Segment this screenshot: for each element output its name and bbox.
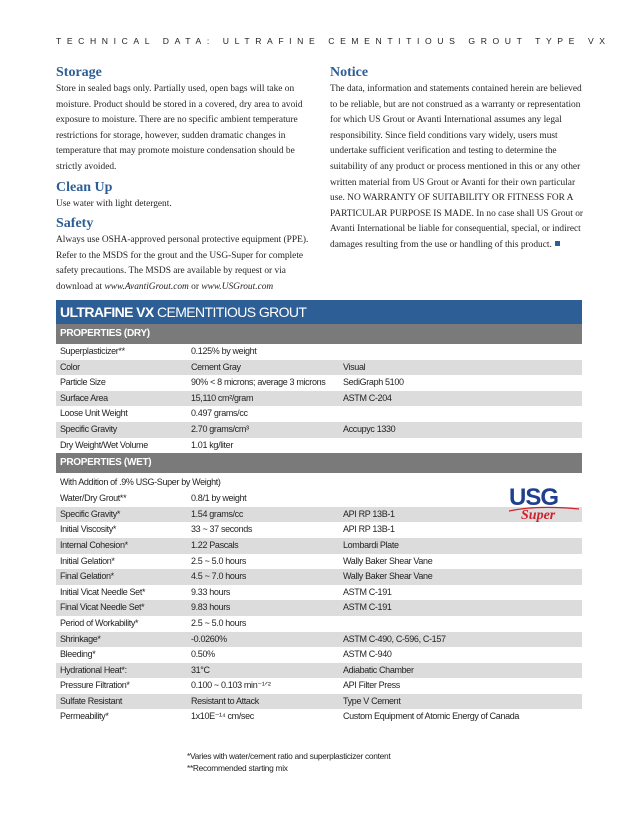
property-name: Surface Area: [60, 392, 108, 403]
property-value: 0.100 ~ 0.103 min⁻¹ᐟ²: [191, 680, 271, 691]
property-name: Internal Cohesion*: [60, 539, 128, 550]
notice-heading: Notice: [330, 65, 369, 80]
test-method: Accupyc 1330: [343, 423, 396, 434]
table-row: [56, 585, 582, 601]
property-value: 33 ~ 37 seconds: [191, 524, 253, 535]
avanti-link[interactable]: www.AvantiGrout.com: [104, 281, 189, 292]
page-header: TECHNICAL DATA: ULTRAFINE CEMENTITIOUS GROUT TYPE VX: [56, 36, 611, 46]
storage-heading: Storage: [56, 65, 102, 80]
table-title-bold: ULTRAFINE VX: [60, 304, 154, 320]
property-value: 90% < 8 microns; average 3 microns: [191, 377, 326, 388]
table-row: [56, 538, 582, 554]
test-method: API RP 13B-1: [343, 524, 395, 535]
table-row: [56, 616, 582, 632]
test-method: [343, 616, 582, 632]
table-row: [56, 344, 582, 360]
wet-properties-rows: [56, 491, 582, 725]
table-row: [56, 391, 582, 407]
test-method: [343, 406, 582, 422]
property-value: 1x10E⁻¹⁴ cm/sec: [191, 711, 254, 722]
table-row: [56, 406, 582, 422]
wet-note-row: [56, 473, 582, 491]
test-method: Custom Equipment of Atomic Energy of Canada: [343, 711, 520, 722]
property-name: Initial Vicat Needle Set*: [60, 586, 146, 597]
property-value: 2.70 grams/cm³: [191, 423, 249, 434]
property-value: 2.5 ~ 5.0 hours: [191, 555, 247, 566]
safety-heading: Safety: [56, 216, 94, 232]
test-method: ASTM C-191: [343, 586, 392, 597]
test-method: ASTM C-940: [343, 649, 392, 660]
property-value: 2.5 ~ 5.0 hours: [191, 617, 247, 628]
property-value: 0.125% by weight: [191, 346, 257, 356]
property-value: 0.50%: [191, 649, 215, 660]
table-row: [56, 438, 582, 454]
table-row: [56, 507, 582, 523]
table-row: [56, 569, 582, 585]
test-method: Adiabatic Chamber: [343, 664, 414, 675]
safety-text: [56, 233, 314, 295]
table-row: [56, 600, 582, 616]
property-value: 1.22 Pascals: [191, 539, 239, 550]
property-name: Period of Workability*: [60, 617, 139, 628]
footnotes: [187, 750, 390, 775]
property-name: Particle Size: [60, 377, 106, 388]
table-row: [56, 663, 582, 679]
table-row: [56, 375, 582, 391]
property-name: Sulfate Resistant: [60, 695, 123, 706]
dry-properties-heading: PROPERTIES (DRY): [56, 324, 582, 344]
property-name: Dry Weight/Wet Volume: [60, 439, 148, 450]
table-row: [56, 360, 582, 376]
property-name: Color: [60, 361, 80, 372]
test-method: [343, 438, 582, 454]
property-name: Final Gelation*: [60, 571, 114, 582]
usgrout-link[interactable]: www.USGrout.com: [201, 281, 274, 292]
test-method: Visual: [343, 361, 366, 372]
property-name: Water/Dry Grout**: [60, 493, 127, 504]
logo-text-bottom: Super: [521, 508, 556, 523]
property-value: 15,110 cm²/gram: [191, 392, 254, 403]
table-row: [56, 694, 582, 710]
property-name: Bleeding*: [60, 649, 96, 660]
test-method: Wally Baker Shear Vane: [343, 571, 433, 582]
usg-super-logo-icon: [507, 483, 582, 525]
test-method: SediGraph 5100: [343, 377, 404, 388]
test-method: Wally Baker Shear Vane: [343, 555, 433, 566]
property-value: -0.0260%: [191, 633, 227, 644]
property-value: Resistant to Attack: [191, 695, 259, 706]
test-method: API RP 13B-1: [343, 508, 395, 519]
notice-text: [330, 82, 586, 254]
table-row: [56, 554, 582, 570]
test-method: ASTM C-204: [343, 392, 392, 403]
table-title: [56, 300, 582, 324]
property-value: 0.8/1 by weight: [191, 493, 247, 504]
test-method: ASTM C-490, C-596, C-157: [343, 633, 446, 644]
test-method: Type V Cement: [343, 695, 401, 706]
property-name: Specific Gravity: [60, 423, 117, 434]
property-name: Shrinkage*: [60, 633, 101, 644]
table-title-rest: CEMENTITIOUS GROUT: [153, 304, 307, 320]
property-value: 1.01 kg/liter: [191, 439, 233, 450]
property-name: Hydrational Heat*:: [60, 664, 127, 675]
test-method: API Filter Press: [343, 680, 400, 691]
property-name: Initial Viscosity*: [60, 524, 117, 535]
table-row: [56, 632, 582, 648]
property-name: Specific Gravity*: [60, 508, 121, 519]
table-row: [56, 491, 582, 507]
safety-or: or: [188, 281, 202, 292]
footnote-1: *Varies with water/cement ratio and superplasticizer content: [187, 751, 391, 761]
test-method: Lombardi Plate: [343, 539, 399, 550]
property-name: Permeability*: [60, 711, 109, 722]
footnote-2: **Recommended starting mix: [187, 763, 288, 774]
properties-table: [56, 300, 582, 725]
table-row: [56, 647, 582, 663]
property-name: Loose Unit Weight: [60, 408, 128, 419]
end-square-icon: [555, 241, 560, 246]
test-method: ASTM C-191: [343, 602, 392, 613]
property-name: Final Vicat Needle Set*: [60, 602, 145, 613]
cleanup-text: Use water with light detergent.: [56, 198, 172, 209]
right-column: [330, 62, 586, 257]
property-name: Superplasticizer**: [60, 346, 125, 356]
table-row: [56, 422, 582, 438]
storage-text: Store in sealed bags only. Partially used, open bags will take on moisture. Product should be stored in a covered, dry area to avoid exposure to moisture. There are no specific ambient temperature restrictions for storage, however, sudden dramatic changes in temperature that may promote moisture condensation should be strictly avoided.: [56, 84, 303, 172]
logo-text-top: USG: [509, 484, 559, 511]
notice-body: The data, information and statements contained herein are believed to be reliable, but are not construed as a warranty or representation for which US Grout or Avanti International assumes any legal responsibility. Since field conditions vary widely, users must undertake sufficient verification and testing to determine the suitability of any product or process mentioned in this or any other written material from US Grout or Avanti for their own particular use. NO WARRANTY OF SUITABILITY OR FITNESS FOR A PARTICULAR PURPOSE IS MADE. In no case shall US Grout or Avanti International be liable for consequential, special, or indirect damages resulting from the use or handling of this product.: [330, 84, 584, 250]
property-value: 1.54 grams/cc: [191, 508, 243, 519]
property-value: 0.497 grams/cc: [191, 408, 248, 419]
property-value: Cement Gray: [191, 361, 241, 372]
property-value: 31°C: [191, 664, 210, 675]
cleanup-heading: Clean Up: [56, 179, 113, 195]
property-value: 4.5 ~ 7.0 hours: [191, 571, 247, 582]
wet-note: With Addition of .9% USG-Super by Weight): [60, 477, 221, 488]
property-name: Initial Gelation*: [60, 555, 115, 566]
table-row: [56, 709, 582, 725]
left-column: [56, 62, 314, 299]
property-value: 9.33 hours: [191, 586, 231, 597]
dry-properties-rows: [56, 344, 582, 453]
safety-body: Always use OSHA-approved personal protective equipment (PPE). Refer to the MSDS for the grout and the USG-Super for complete safety precautions. The MSDS are available by request or via download at: [56, 235, 309, 292]
test-method: [343, 344, 582, 360]
table-row: [56, 522, 582, 538]
table-row: [56, 678, 582, 694]
property-value: 9.83 hours: [191, 602, 231, 613]
wet-properties-heading: PROPERTIES (WET): [56, 453, 582, 473]
property-name: Pressure Filtration*: [60, 680, 130, 691]
